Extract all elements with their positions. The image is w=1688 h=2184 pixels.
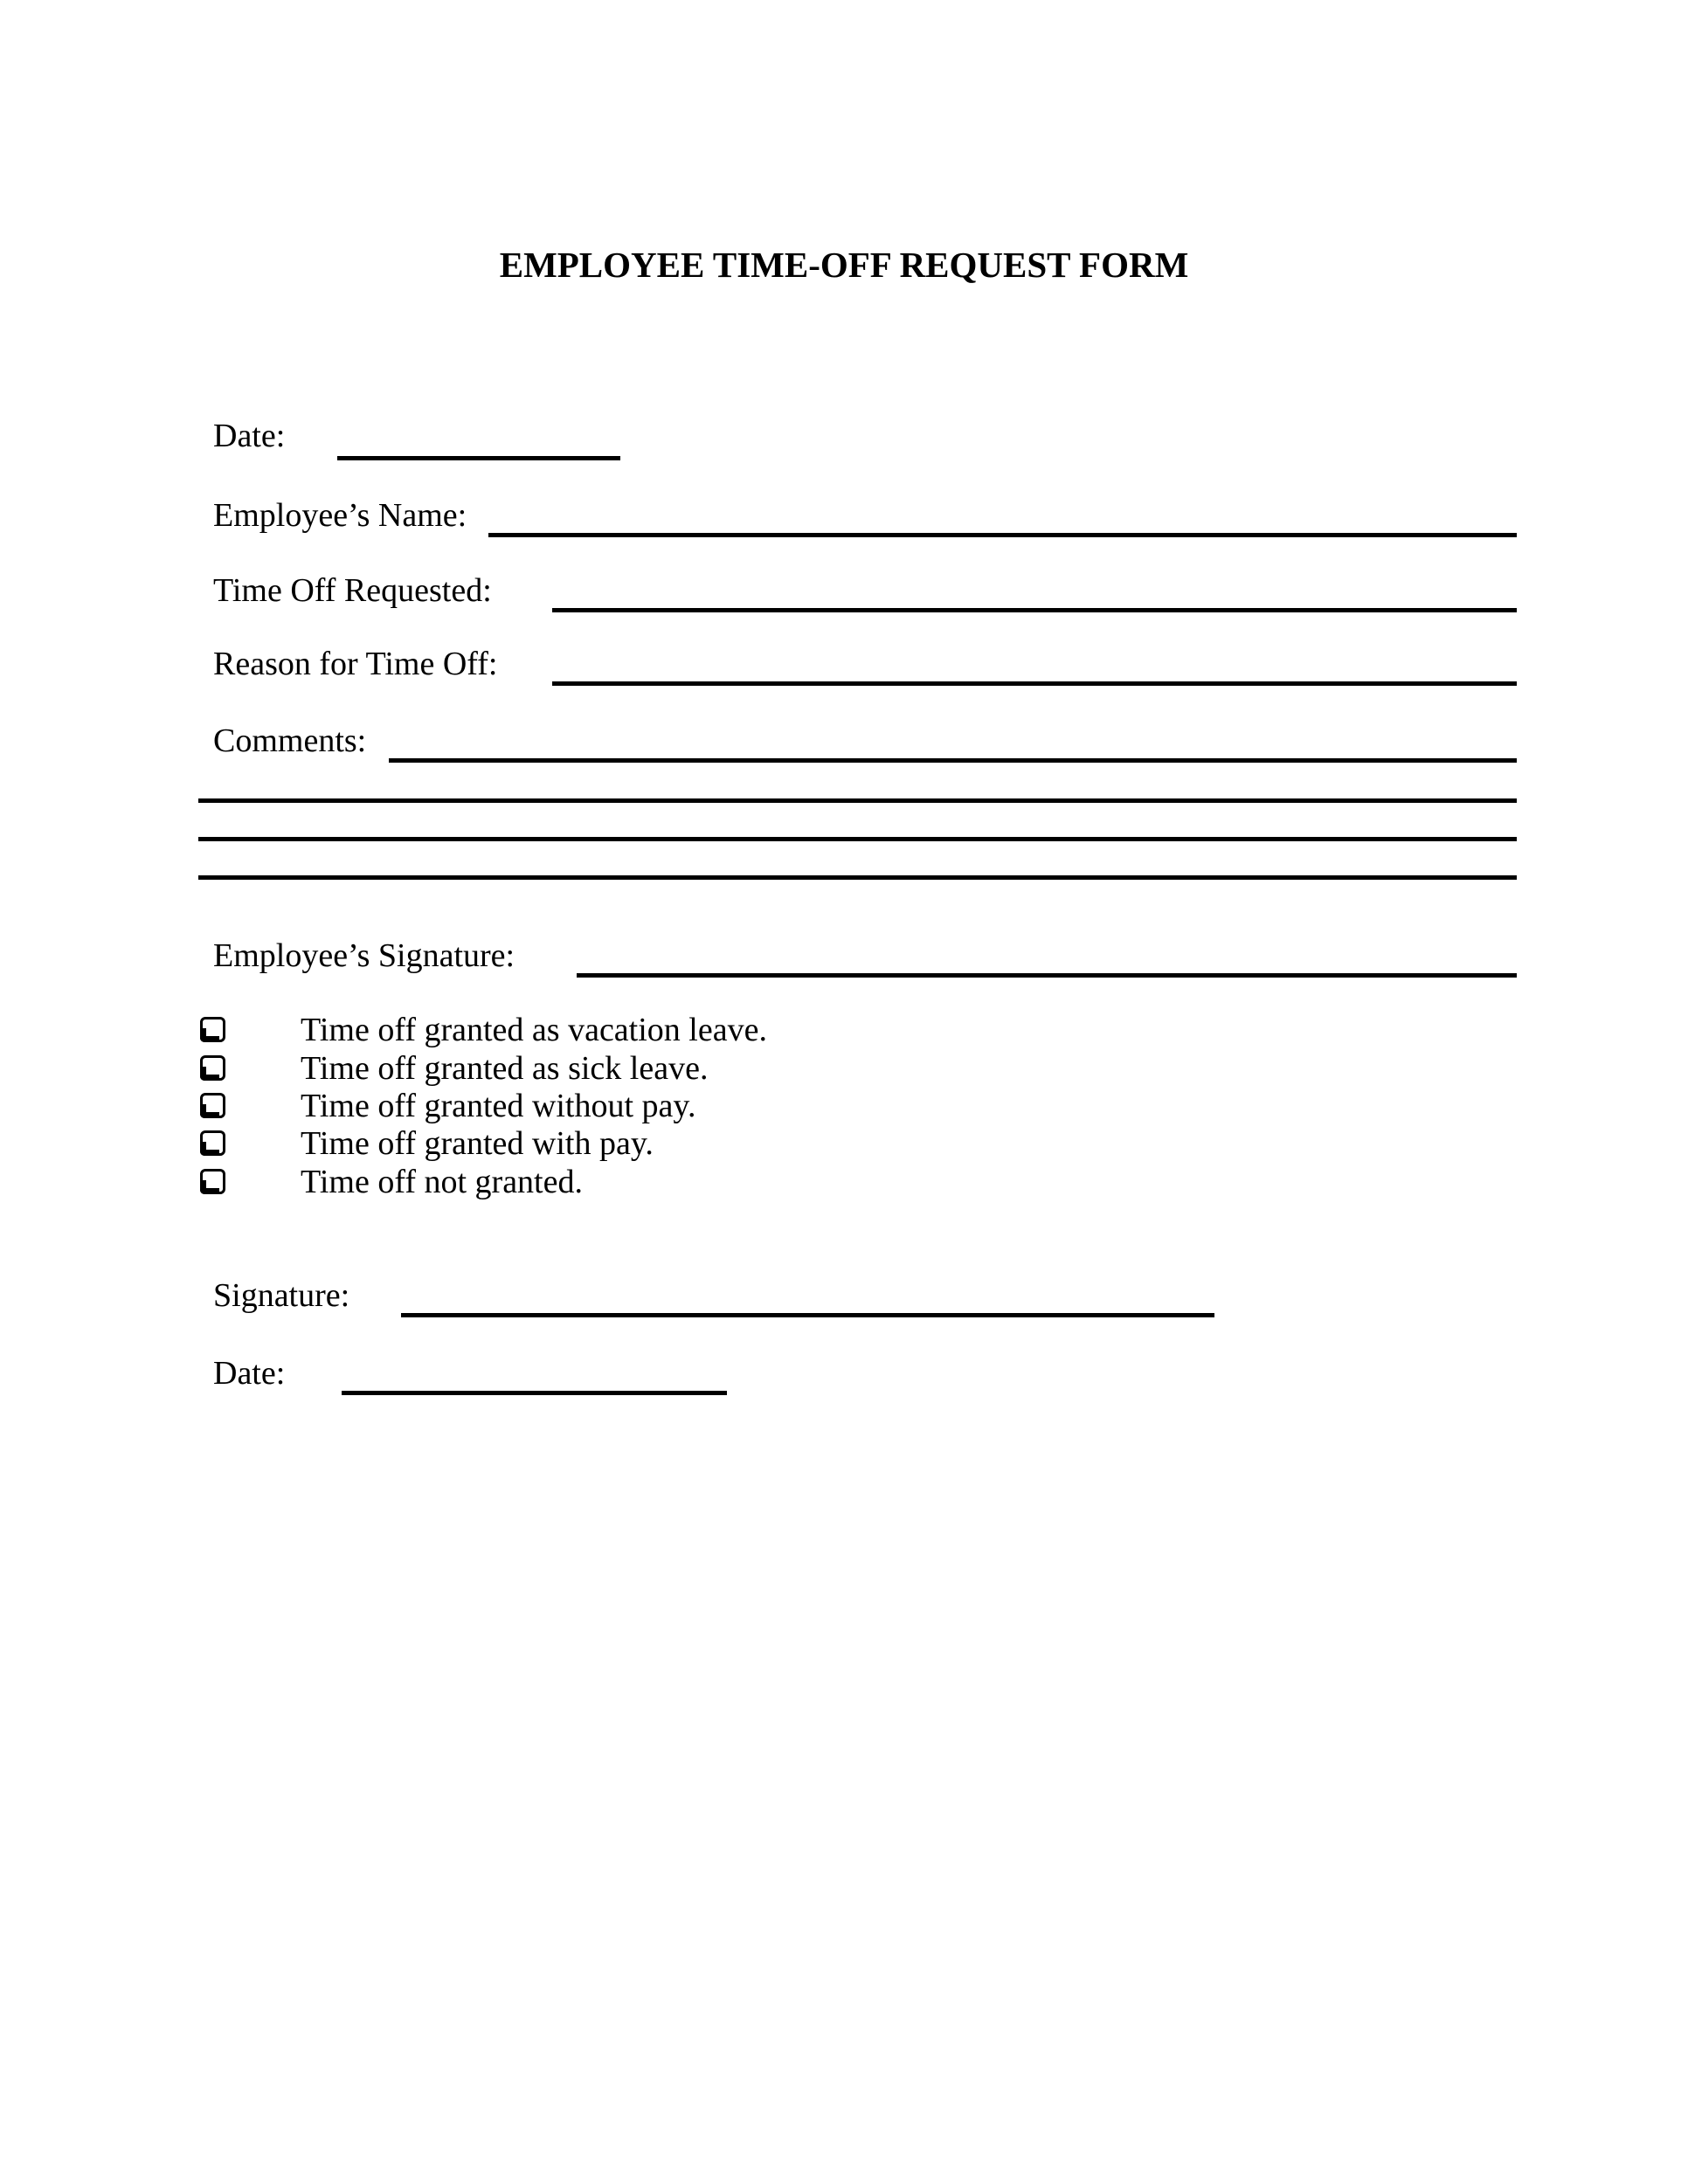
date-fill-line[interactable]: [337, 456, 620, 460]
option-label-not-granted: Time off not granted.: [301, 1164, 583, 1200]
checkbox-icon-vacation-leave[interactable]: [200, 1017, 225, 1042]
comments-fill-line-2[interactable]: [198, 798, 1517, 803]
checkbox-icon-sick-leave[interactable]: [200, 1055, 225, 1081]
approver-signature-fill-line[interactable]: [401, 1313, 1214, 1317]
option-label-vacation-leave: Time off granted as vacation leave.: [301, 1012, 767, 1048]
time-off-requested-label: Time Off Requested:: [213, 572, 492, 609]
approver-date-label: Date:: [213, 1355, 286, 1392]
option-label-with-pay: Time off granted with pay.: [301, 1125, 654, 1162]
employee-name-fill-line[interactable]: [488, 533, 1517, 537]
reason-for-time-off-label: Reason for Time Off:: [213, 646, 498, 682]
reason-for-time-off-fill-line[interactable]: [552, 681, 1517, 686]
checkbox-icon-with-pay[interactable]: [200, 1130, 225, 1156]
comments-fill-line-4[interactable]: [198, 875, 1517, 880]
time-off-requested-fill-line[interactable]: [552, 608, 1517, 612]
checkbox-icon-not-granted[interactable]: [200, 1169, 225, 1194]
date-label: Date:: [213, 418, 286, 454]
comments-label: Comments:: [213, 722, 367, 759]
approver-signature-label: Signature:: [213, 1277, 350, 1314]
approver-date-fill-line[interactable]: [342, 1391, 727, 1395]
employee-signature-fill-line[interactable]: [577, 973, 1517, 978]
employee-name-label: Employee’s Name:: [213, 497, 467, 534]
employee-signature-label: Employee’s Signature:: [213, 937, 515, 974]
checkbox-icon-without-pay[interactable]: [200, 1093, 225, 1118]
option-label-without-pay: Time off granted without pay.: [301, 1088, 696, 1124]
comments-fill-line-3[interactable]: [198, 837, 1517, 841]
form-title: EMPLOYEE TIME-OFF REQUEST FORM: [499, 245, 1189, 285]
option-label-sick-leave: Time off granted as sick leave.: [301, 1050, 709, 1087]
comments-fill-line-1[interactable]: [389, 758, 1517, 763]
